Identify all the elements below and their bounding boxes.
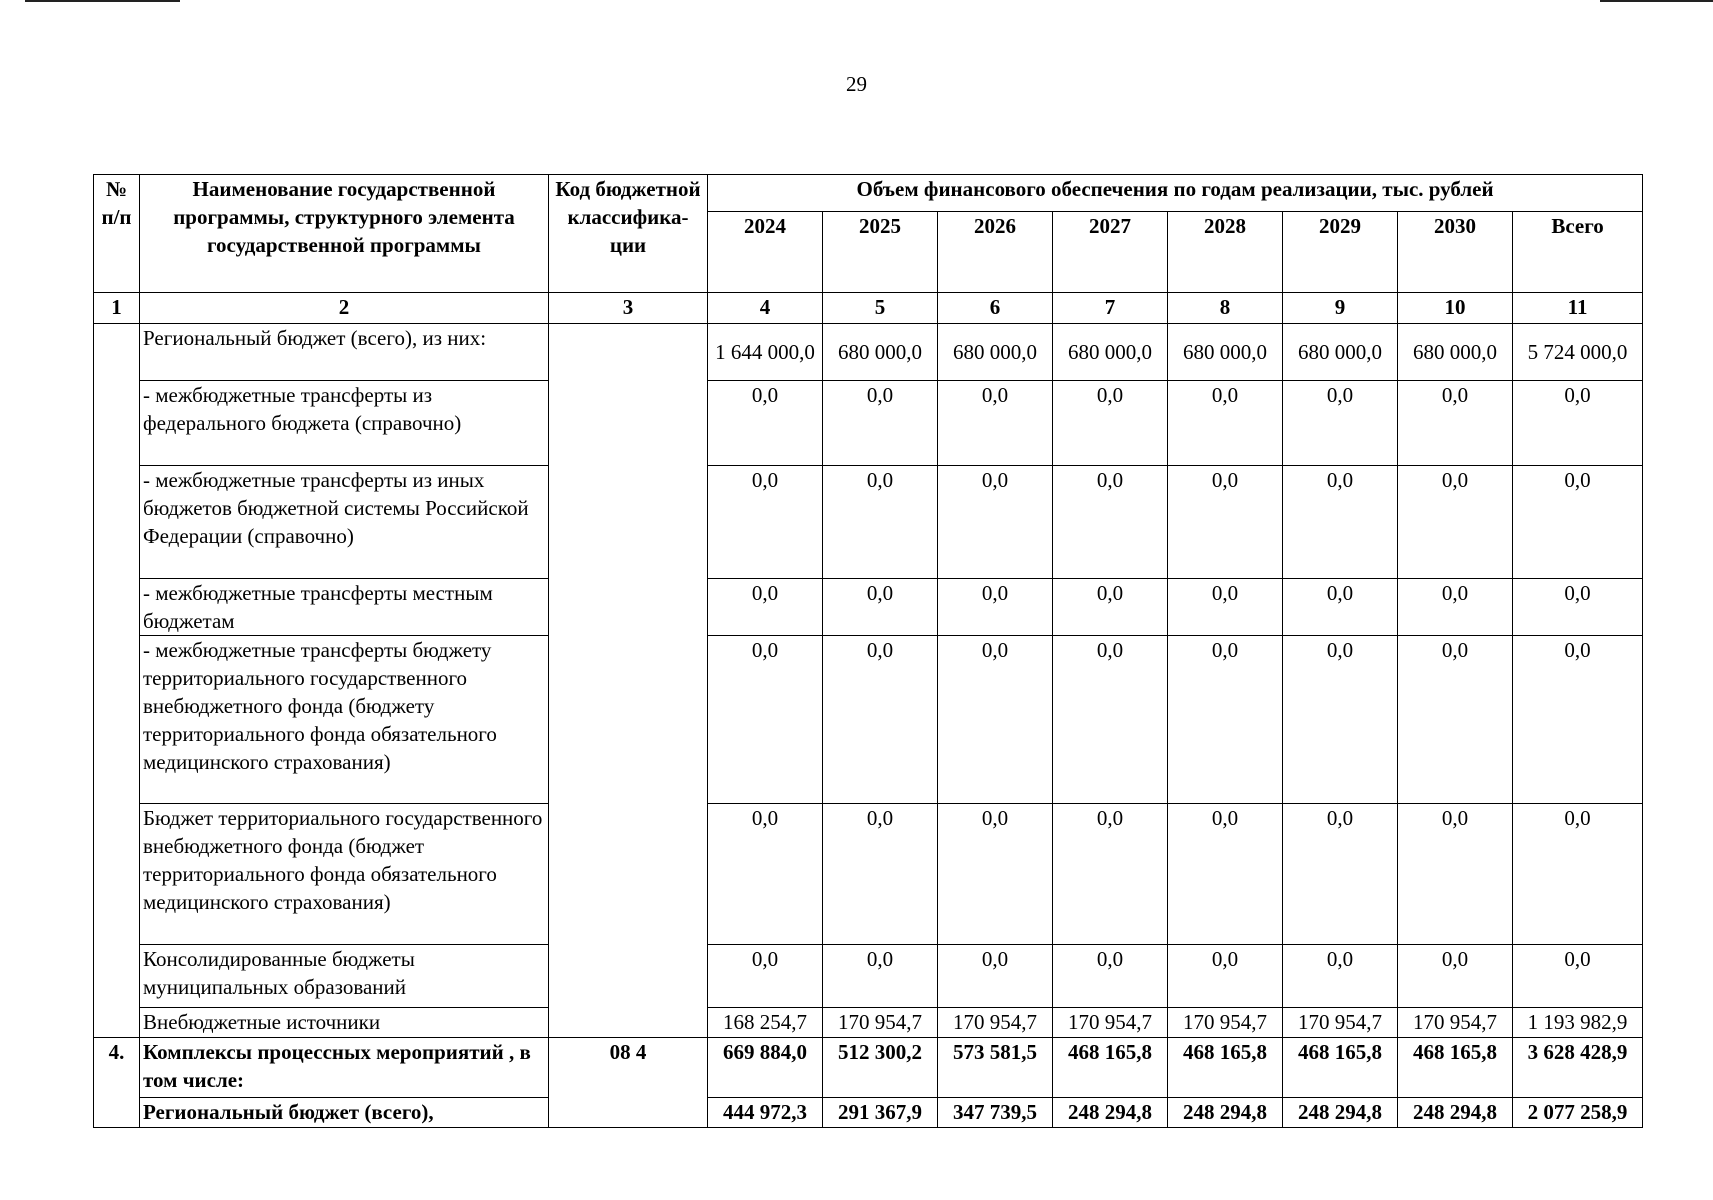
row-value: 0,0 [823,579,938,636]
row-value: 0,0 [708,945,823,1008]
financing-table [93,174,1643,1128]
row-value: 0,0 [1513,945,1643,1008]
row-value: 0,0 [1283,804,1398,945]
row-name: Внебюджетные источники [140,1008,549,1038]
top-left-rule [25,0,180,2]
section-regional-value: 444 972,3 [708,1098,823,1128]
section-value: 468 165,8 [1053,1038,1168,1098]
column-number: 5 [823,293,938,324]
row-value: 680 000,0 [1283,324,1398,381]
row-value: 0,0 [823,636,938,804]
header-code: Код бюджетной классифика-ции [549,175,708,293]
row-value: 170 954,7 [1168,1008,1283,1038]
row-value: 0,0 [1053,579,1168,636]
table-row [94,1008,1643,1038]
column-number: 4 [708,293,823,324]
row-value: 0,0 [1283,466,1398,579]
row-name: Консолидированные бюджеты муниципальных образований [140,945,549,1008]
row-value: 0,0 [1053,804,1168,945]
row-value: 0,0 [938,636,1053,804]
row-value: 0,0 [1053,945,1168,1008]
section-regional-value: 347 739,5 [938,1098,1053,1128]
row-value: 0,0 [1283,381,1398,466]
section-regional-value: 291 367,9 [823,1098,938,1128]
row-value: 170 954,7 [1398,1008,1513,1038]
section-regional-value: 248 294,8 [1398,1098,1513,1128]
section-regional-value: 248 294,8 [1168,1098,1283,1128]
row-value: 0,0 [708,579,823,636]
row-value: 0,0 [938,579,1053,636]
row-name: Бюджет территориального государственного внебюджетного фонда (бюджет территориального фонда обязательного медицинского страхования) [140,804,549,945]
header-volume: Объем финансового обеспечения по годам реализации, тыс. рублей [708,175,1643,212]
table-row [94,579,1643,636]
row-value: 0,0 [1398,466,1513,579]
page-number: 29 [846,72,867,96]
section-regional-name: Региональный бюджет (всего), [140,1098,549,1128]
row-value: 5 724 000,0 [1513,324,1643,381]
row-name: - межбюджетные трансферты из иных бюджетов бюджетной системы Российской Федерации (справочно) [140,466,549,579]
section-regional-value: 248 294,8 [1283,1098,1398,1128]
row-value: 0,0 [708,466,823,579]
row-value: 0,0 [1168,636,1283,804]
row-value: 0,0 [1168,804,1283,945]
row-value: 0,0 [1398,636,1513,804]
section-value: 573 581,5 [938,1038,1053,1098]
section-name: Комплексы процессных мероприятий , в том числе: [140,1038,549,1098]
row-value: 0,0 [1398,804,1513,945]
row-value: 0,0 [1168,381,1283,466]
row-value: 0,0 [1283,636,1398,804]
row-value: 0,0 [1513,579,1643,636]
column-number: 3 [549,293,708,324]
row-value: 0,0 [938,466,1053,579]
row-value: 680 000,0 [1168,324,1283,381]
header-year: 2029 [1283,212,1398,293]
row-value: 0,0 [1283,579,1398,636]
column-number: 7 [1053,293,1168,324]
table-row [94,945,1643,1008]
section-code: 08 4 [549,1038,708,1128]
column-number: 10 [1398,293,1513,324]
row-value: 0,0 [938,945,1053,1008]
row-value: 0,0 [1398,579,1513,636]
table-row [94,466,1643,579]
section-value: 468 165,8 [1168,1038,1283,1098]
header-year: 2030 [1398,212,1513,293]
row-name: - межбюджетные трансферты из федерального бюджета (справочно) [140,381,549,466]
row-value: 680 000,0 [1398,324,1513,381]
header-num: № п/п [94,175,140,293]
section-regional-value: 248 294,8 [1053,1098,1168,1128]
row-value: 0,0 [938,381,1053,466]
table-row [94,381,1643,466]
row-name: Региональный бюджет (всего), из них: [140,324,549,381]
column-number: 1 [94,293,140,324]
header-year: 2026 [938,212,1053,293]
column-number: 6 [938,293,1053,324]
row-name: - межбюджетные трансферты бюджету территориального государственного внебюджетного фонда (бюджету территориального фонда обязательного медицинского страхования) [140,636,549,804]
table-row [94,636,1643,804]
section-value: 3 628 428,9 [1513,1038,1643,1098]
section-value: 468 165,8 [1283,1038,1398,1098]
row-value: 170 954,7 [938,1008,1053,1038]
row-value: 170 954,7 [1053,1008,1168,1038]
row-value: 0,0 [1168,945,1283,1008]
row-value: 0,0 [708,636,823,804]
row-value: 0,0 [708,804,823,945]
section-row [94,1098,1643,1128]
row-value: 680 000,0 [823,324,938,381]
row-value: 0,0 [708,381,823,466]
row-value: 0,0 [1398,381,1513,466]
section-index: 4. [94,1038,140,1128]
row-value: 0,0 [1168,466,1283,579]
row-value: 168 254,7 [708,1008,823,1038]
row-name: - межбюджетные трансферты местным бюджетам [140,579,549,636]
row-value: 0,0 [1398,945,1513,1008]
row-value: 0,0 [1053,381,1168,466]
row-value: 1 644 000,0 [708,324,823,381]
row-value: 680 000,0 [1053,324,1168,381]
row-value: 0,0 [1513,804,1643,945]
top-right-rule [1600,0,1713,2]
row-value: 0,0 [1513,381,1643,466]
section-regional-value: 2 077 258,9 [1513,1098,1643,1128]
header-year: 2028 [1168,212,1283,293]
num-cell-empty [94,324,140,1038]
column-number: 11 [1513,293,1643,324]
row-value: 0,0 [1513,466,1643,579]
section-value: 512 300,2 [823,1038,938,1098]
row-value: 0,0 [823,804,938,945]
row-value: 0,0 [823,945,938,1008]
column-number: 2 [140,293,549,324]
row-value: 0,0 [1168,579,1283,636]
row-value: 0,0 [823,381,938,466]
section-value: 468 165,8 [1398,1038,1513,1098]
row-value: 1 193 982,9 [1513,1008,1643,1038]
code-cell-empty [549,324,708,1038]
row-value: 680 000,0 [938,324,1053,381]
header-name: Наименование государственной программы, структурного элемента государственной программы [140,175,549,293]
row-value: 0,0 [1053,466,1168,579]
row-value: 170 954,7 [1283,1008,1398,1038]
column-number: 8 [1168,293,1283,324]
row-value: 0,0 [938,804,1053,945]
section-value: 669 884,0 [708,1038,823,1098]
row-value: 0,0 [1283,945,1398,1008]
header-total: Всего [1513,212,1643,293]
row-value: 170 954,7 [823,1008,938,1038]
row-value: 0,0 [1513,636,1643,804]
row-value: 0,0 [1053,636,1168,804]
header-year: 2025 [823,212,938,293]
table-row [94,804,1643,945]
table-row [94,324,1643,381]
header-year: 2027 [1053,212,1168,293]
header-year: 2024 [708,212,823,293]
section-row [94,1038,1643,1098]
column-number: 9 [1283,293,1398,324]
row-value: 0,0 [823,466,938,579]
